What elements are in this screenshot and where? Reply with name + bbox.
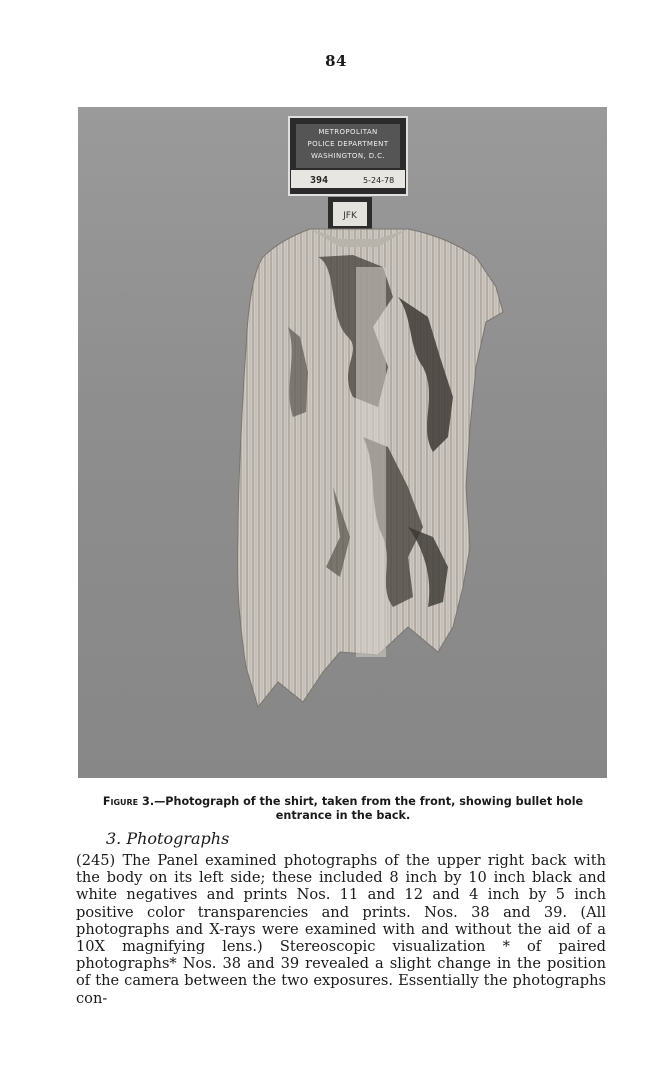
figure-caption xyxy=(76,795,610,823)
placard-date: 5-24-78 xyxy=(363,176,395,185)
placard-line-2: POLICE DEPARTMENT xyxy=(307,140,389,148)
body-text xyxy=(76,852,606,1007)
figure-label: Figure 3. xyxy=(102,795,155,808)
figure-caption-text: —Photograph of the shirt, taken from the front, showing bullet hole entrance in the back. xyxy=(154,795,584,822)
shirt-photograph xyxy=(78,107,607,778)
shirt-image xyxy=(237,229,503,707)
placard-line-3: WASHINGTON, D.C. xyxy=(310,152,386,160)
placard-number: 394 xyxy=(310,175,329,186)
page-number: 84 xyxy=(325,52,347,70)
placard-line-1: METROPOLITAN xyxy=(318,128,378,136)
police-placard xyxy=(289,117,407,195)
body-paragraph: (245) The Panel examined photographs of the upper right back with the body on its left side; these included 8 inch by 10 inch black and white negatives and prints Nos. 11 and 12 and 4 inch by 5 inch positive color transparencies and prints. Nos. 38 and 39. (All photographs and X-rays were examined with and without the aid of a 10X magnifying lens.) Stereoscopic visualization * of paired photographs* Nos. 38 and 39 revealed a slight change in the position of the camera between the two exposures. Essentially the photographs con- xyxy=(76,852,606,1007)
jfk-tag-label: JFK xyxy=(343,211,357,221)
section-heading: 3. Photographs xyxy=(106,829,230,848)
jfk-tag xyxy=(328,197,372,231)
